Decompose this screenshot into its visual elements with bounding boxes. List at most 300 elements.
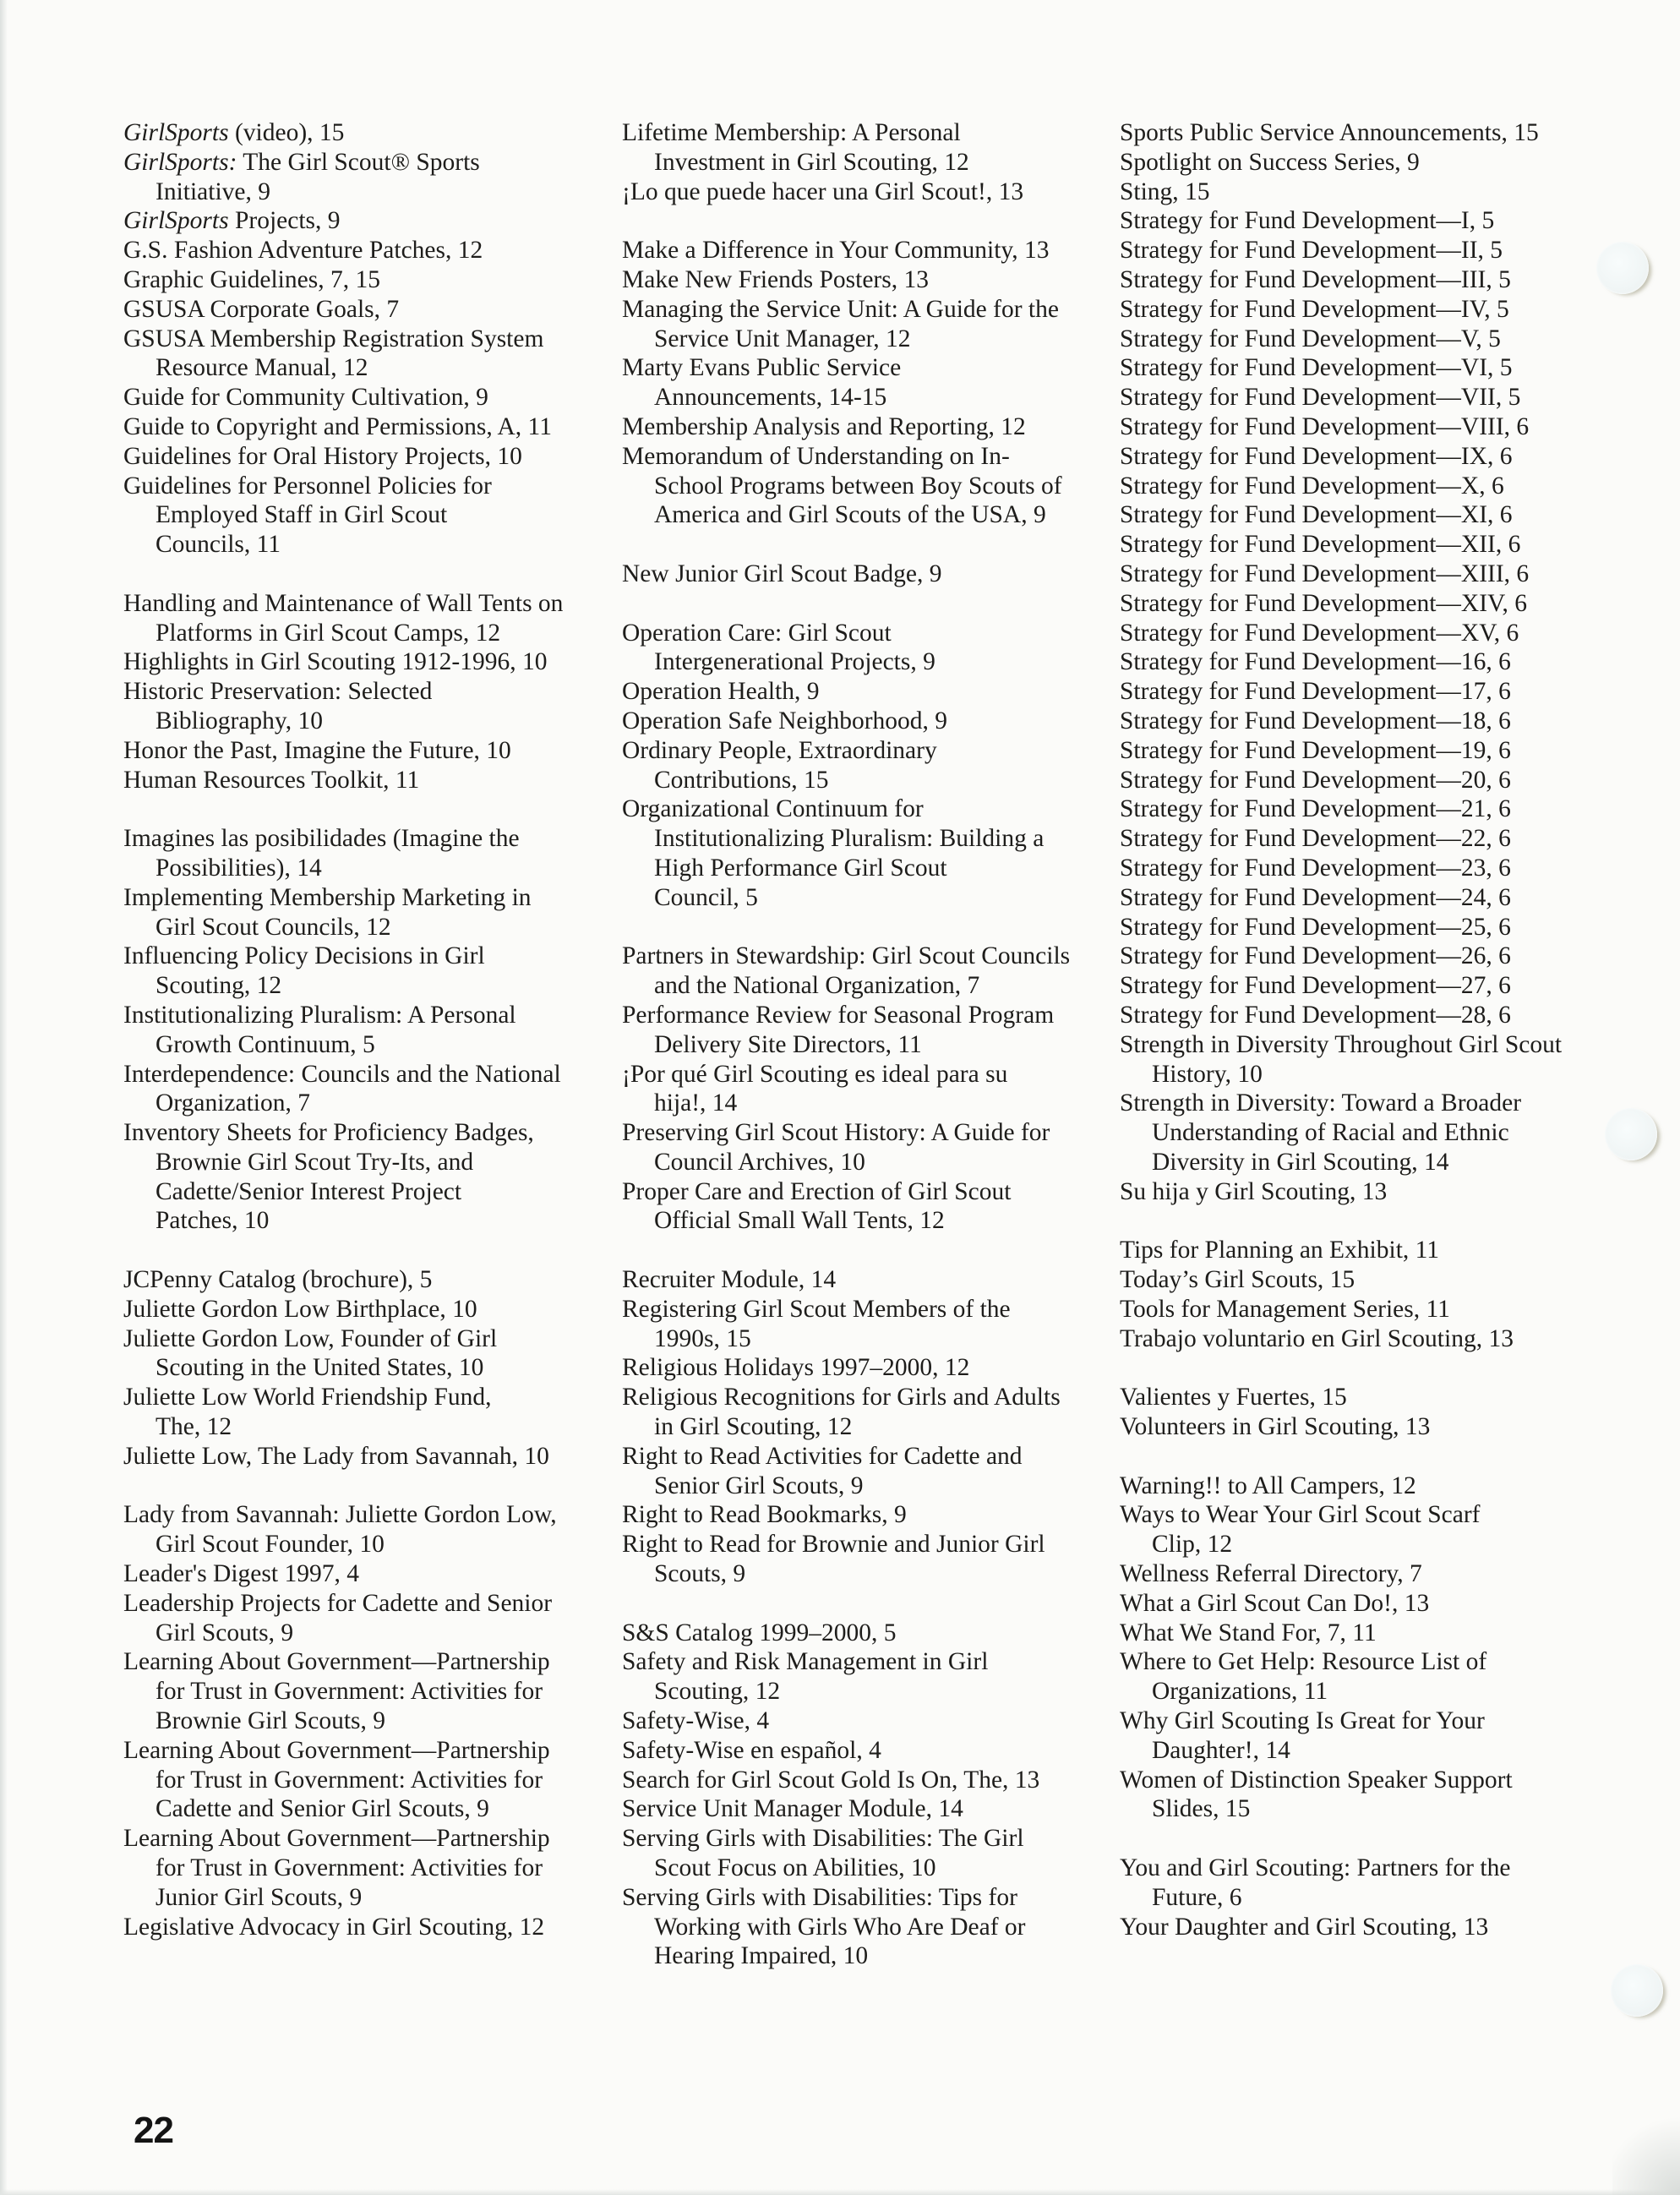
index-entry-text: Su hija y Girl Scouting, 13 — [1120, 1177, 1388, 1205]
index-entry-line-continuation — [123, 1677, 618, 1706]
index-entry — [622, 1794, 1116, 1824]
index-entry — [622, 736, 1116, 795]
index-entry-text: Strategy for Fund Development—VI, 5 — [1120, 354, 1513, 382]
index-entry-text: Registering Girl Scout Members of the — [622, 1295, 1011, 1323]
index-entry — [123, 766, 618, 795]
index-entry — [622, 1265, 1116, 1295]
index-entry-line-continuation — [622, 1559, 1116, 1589]
index-entry-line-continuation — [1120, 1883, 1614, 1913]
index-entry-line-continuation — [123, 1883, 618, 1913]
index-entry — [622, 118, 1116, 177]
index-entry-text: Possibilities), 14 — [155, 854, 322, 882]
index-entry — [1120, 500, 1614, 530]
index-entry-line — [622, 1001, 1116, 1030]
index-entry — [123, 1118, 618, 1236]
index-entry-text: Strategy for Fund Development—27, 6 — [1120, 972, 1511, 1000]
index-entry-line-continuation — [123, 500, 618, 530]
index-entry-text: Make New Friends Posters, 13 — [622, 265, 929, 293]
index-entry — [622, 942, 1116, 1001]
index-entry-line — [1120, 206, 1614, 236]
index-entry-text: Leader's Digest 1997, 4 — [123, 1560, 359, 1588]
index-entry-line — [622, 412, 1116, 442]
index-entry-text: Memorandum of Understanding on In- — [622, 442, 1010, 470]
index-entry-text: Tips for Planning an Exhibit, 11 — [1120, 1237, 1440, 1264]
index-entry-text: 1990s, 15 — [654, 1324, 751, 1352]
index-entry-line-continuation — [622, 1472, 1116, 1501]
scan-bottom-edge-shadow — [0, 2189, 1680, 2195]
index-entry — [1120, 589, 1614, 619]
index-entry-line — [622, 1736, 1116, 1766]
index-entry-text: Strategy for Fund Development—XV, 6 — [1120, 619, 1519, 647]
index-entry-line — [1120, 1177, 1614, 1207]
index-entry-line — [1120, 883, 1614, 913]
index-entry-text: for Trust in Government: Activities for — [155, 1766, 543, 1794]
index-entry-line-continuation — [622, 1324, 1116, 1354]
index-entry-text: Strategy for Fund Development—III, 5 — [1120, 265, 1511, 293]
index-entry-text: Investment in Girl Scouting, 12 — [654, 148, 969, 176]
index-entry-line — [1120, 1647, 1614, 1677]
index-entry-line — [1120, 1589, 1614, 1619]
index-entry — [123, 1265, 618, 1295]
index-entry-text: Strategy for Fund Development—18, 6 — [1120, 707, 1511, 734]
index-entry-line-continuation — [123, 1148, 618, 1177]
index-entry-text: Sting, 15 — [1120, 177, 1210, 205]
index-entry-line-continuation — [123, 1706, 618, 1736]
index-entry-text: Strategy for Fund Development—VII, 5 — [1120, 384, 1521, 412]
index-entry-line — [1120, 1500, 1614, 1530]
index-entry-line-continuation — [123, 1530, 618, 1559]
index-entry-text: Girl Scouts, 9 — [155, 1619, 294, 1646]
index-entry-text: Strategy for Fund Development—II, 5 — [1120, 237, 1503, 265]
index-entry-text: Organization, 7 — [155, 1089, 310, 1117]
index-entry-line — [1120, 1265, 1614, 1295]
index-entry-line — [123, 1265, 618, 1295]
index-entry — [622, 295, 1116, 354]
index-entry-line — [1120, 353, 1614, 383]
index-entry — [1120, 472, 1614, 501]
index-entry — [622, 1442, 1116, 1501]
index-entry-line — [622, 1265, 1116, 1295]
index-entry-text: Strategy for Fund Development—XI, 6 — [1120, 501, 1513, 529]
index-letter-group — [123, 824, 618, 1236]
index-entry-line-continuation — [123, 177, 618, 207]
index-entry — [622, 1001, 1116, 1060]
index-entry — [1120, 206, 1614, 236]
index-entry-text: Highlights in Girl Scouting 1912-1996, 10 — [123, 648, 548, 676]
index-entry — [123, 1647, 618, 1735]
index-entry-line-continuation — [123, 971, 618, 1001]
index-entry-text: Valientes y Fuertes, 15 — [1120, 1384, 1347, 1411]
index-entry-line-continuation — [622, 766, 1116, 795]
index-entry-line-continuation — [622, 500, 1116, 530]
index-entry — [1120, 442, 1614, 472]
index-entry-text: Strategy for Fund Development—XII, 6 — [1120, 531, 1521, 559]
index-entry-text: Lady from Savannah: Juliette Gordon Low, — [123, 1501, 557, 1529]
index-entry — [1120, 942, 1614, 971]
index-entry-text: Scouts, 9 — [654, 1560, 746, 1588]
index-entry-text: Strategy for Fund Development—17, 6 — [1120, 678, 1511, 706]
index-entry — [1120, 824, 1614, 854]
index-entry-text: Graphic Guidelines, 7, 15 — [123, 265, 380, 293]
index-entry — [123, 1001, 618, 1060]
index-entry-text: Brownie Girl Scouts, 9 — [155, 1707, 386, 1735]
index-entry-text: GSUSA Corporate Goals, 7 — [123, 295, 400, 323]
index-entry-line — [1120, 472, 1614, 501]
index-entry-text: for Trust in Government: Activities for — [155, 1854, 543, 1882]
index-entry — [622, 177, 1116, 207]
index-entry — [1120, 1854, 1614, 1913]
index-entry-line — [123, 1913, 618, 1942]
index-entry-line — [622, 295, 1116, 325]
index-entry — [123, 647, 618, 677]
index-entry-line — [622, 1500, 1116, 1530]
index-entry-text: Interdependence: Councils and the National — [123, 1060, 561, 1088]
index-column-2 — [622, 118, 1116, 1971]
index-entry-line — [622, 1177, 1116, 1207]
index-entry-text: Operation Care: Girl Scout — [622, 619, 892, 647]
index-entry-line — [123, 1736, 618, 1766]
index-entry-line — [622, 1883, 1116, 1913]
index-entry — [1120, 148, 1614, 177]
index-entry — [123, 442, 618, 472]
index-entry-text: Strategy for Fund Development—VIII, 6 — [1120, 412, 1530, 440]
index-entry-text: Implementing Membership Marketing in — [123, 883, 532, 911]
index-entry-text: Strategy for Fund Development—I, 5 — [1120, 207, 1495, 235]
index-entry-line — [1120, 500, 1614, 530]
index-entry-text: (video), 15 — [228, 119, 345, 146]
index-entry-text: Legislative Advocacy in Girl Scouting, 12 — [123, 1913, 545, 1941]
index-entry-line — [1120, 766, 1614, 795]
index-entry-text: Council, 5 — [654, 883, 758, 911]
index-entry-line — [622, 353, 1116, 383]
index-entry-line-continuation — [123, 1794, 618, 1824]
index-entry-text: Managing the Service Unit: A Guide for the — [622, 295, 1059, 323]
index-entry-line — [123, 1559, 618, 1589]
index-entry-line — [1120, 412, 1614, 442]
index-entry-line — [622, 1383, 1116, 1412]
index-entry-line — [1120, 1766, 1614, 1795]
index-entry-text: High Performance Girl Scout — [654, 854, 947, 882]
index-entry-line — [123, 766, 618, 795]
index-entry-line — [622, 1766, 1116, 1795]
index-entry — [123, 677, 618, 736]
index-entry-line — [123, 677, 618, 707]
index-letter-group — [622, 236, 1116, 530]
index-entry — [622, 1353, 1116, 1383]
index-entry-text: Strategy for Fund Development—X, 6 — [1120, 472, 1504, 500]
index-entry — [123, 295, 618, 325]
index-entry-title-italic: GirlSports: — [123, 148, 237, 176]
index-letter-group — [622, 619, 1116, 913]
index-entry — [1120, 1589, 1614, 1619]
index-entry-text: Employed Staff in Girl Scout — [155, 501, 448, 529]
index-entry-line-continuation — [622, 1030, 1116, 1060]
index-entry-text: Brownie Girl Scout Try-Its, and — [155, 1148, 474, 1176]
index-entry-line-continuation — [622, 1941, 1116, 1971]
index-entry-text: Handling and Maintenance of Wall Tents on — [123, 589, 564, 617]
index-entry-text: Cadette and Senior Girl Scouts, 9 — [155, 1795, 489, 1823]
index-entry — [1120, 619, 1614, 648]
index-entry-text: Juliette Gordon Low, Founder of Girl — [123, 1324, 498, 1352]
index-entry-line — [123, 148, 618, 177]
index-entry-line — [123, 1824, 618, 1854]
index-entry — [1120, 1706, 1614, 1766]
index-entry-line — [123, 1001, 618, 1030]
index-letter-group — [622, 118, 1116, 206]
index-entry — [1120, 295, 1614, 325]
index-entry-line — [1120, 177, 1614, 207]
index-entry-line — [123, 442, 618, 472]
index-entry-text: Service Unit Manager Module, 14 — [622, 1795, 963, 1823]
index-entry-text: Proper Care and Erection of Girl Scout — [622, 1177, 1012, 1205]
page-number: 22 — [134, 2110, 173, 2151]
index-entry — [1120, 1412, 1614, 1442]
binder-hole-punch — [1605, 1108, 1657, 1160]
index-entry-line-continuation — [622, 1412, 1116, 1442]
index-entry — [123, 1736, 618, 1824]
index-entry-text: Councils, 11 — [155, 531, 281, 559]
index-entry — [123, 1589, 618, 1648]
index-entry — [123, 1913, 618, 1942]
index-letter-group — [1120, 118, 1614, 1206]
index-entry-line — [1120, 1236, 1614, 1265]
index-entry-line — [1120, 442, 1614, 472]
index-entry — [622, 1883, 1116, 1971]
index-entry-text: Leadership Projects for Cadette and Senior — [123, 1589, 553, 1617]
index-entry-line — [622, 1295, 1116, 1324]
index-entry-line-continuation — [123, 854, 618, 883]
index-entry — [1120, 794, 1614, 824]
index-entry-line — [123, 883, 618, 913]
index-entry-line — [1120, 1089, 1614, 1118]
index-entry-text: Religious Recognitions for Girls and Adults — [622, 1384, 1061, 1411]
index-entry-line — [123, 206, 618, 236]
index-entry-text: Where to Get Help: Resource List of — [1120, 1648, 1487, 1676]
index-entry — [123, 1324, 618, 1384]
index-entry-title-italic: GirlSports — [123, 119, 229, 146]
index-entry — [1120, 1236, 1614, 1265]
index-entry-text: Safety and Risk Management in Girl — [622, 1648, 989, 1676]
index-entry-line — [123, 824, 618, 854]
index-entry-text: Strategy for Fund Development—21, 6 — [1120, 795, 1511, 823]
index-entry — [622, 707, 1116, 736]
index-entry-line — [1120, 589, 1614, 619]
index-entry-text: Safety-Wise, 4 — [622, 1707, 770, 1735]
index-entry-line-continuation — [1120, 1148, 1614, 1177]
index-entry-line — [1120, 560, 1614, 589]
index-entry-text: Partners in Stewardship: Girl Scout Councils — [622, 942, 1071, 970]
index-entry-line — [123, 1295, 618, 1324]
index-entry-line — [1120, 383, 1614, 412]
index-entry — [123, 1295, 618, 1324]
index-entry — [123, 1060, 618, 1119]
index-entry-line-continuation — [1120, 1060, 1614, 1089]
index-entry-line — [123, 647, 618, 677]
index-entry-text: America and Girl Scouts of the USA, 9 — [654, 501, 1046, 529]
index-entry-line — [622, 118, 1116, 148]
index-entry-line-continuation — [622, 1148, 1116, 1177]
index-entry-line — [622, 1794, 1116, 1824]
index-entry-line-continuation — [622, 325, 1116, 354]
index-entry — [622, 236, 1116, 265]
index-entry-line — [1120, 1472, 1614, 1501]
index-entry-text: Institutionalizing Pluralism: Building a — [654, 825, 1045, 853]
index-entry — [123, 1500, 618, 1559]
index-entry — [123, 883, 618, 942]
index-entry-text: Preserving Girl Scout History: A Guide for — [622, 1119, 1050, 1147]
index-entry-text: Recruiter Module, 14 — [622, 1266, 837, 1294]
index-entry — [622, 560, 1116, 589]
index-entry-text: Warning!! to All Campers, 12 — [1120, 1472, 1416, 1499]
index-entry-text: Strategy for Fund Development—26, 6 — [1120, 942, 1511, 970]
index-entry-line-continuation — [622, 854, 1116, 883]
index-entry — [1120, 1913, 1614, 1942]
index-entry-text: Strategy for Fund Development—24, 6 — [1120, 883, 1511, 911]
binder-hole-punch — [1611, 1964, 1663, 2017]
index-entry-line-continuation — [622, 1677, 1116, 1706]
index-entry-text: Safety-Wise en español, 4 — [622, 1736, 881, 1764]
index-entry — [123, 736, 618, 766]
index-entry-line-continuation — [123, 619, 618, 648]
index-entry-line — [123, 118, 618, 148]
index-entry — [622, 1530, 1116, 1589]
index-entry-text: Operation Health, 9 — [622, 678, 820, 706]
index-entry-text: Strategy for Fund Development—23, 6 — [1120, 854, 1511, 882]
index-entry-text: Search for Girl Scout Gold Is On, The, 13 — [622, 1766, 1040, 1794]
index-entry-line-continuation — [123, 1619, 618, 1648]
index-entry-text: Hearing Impaired, 10 — [654, 1942, 869, 1970]
index-entry-line — [622, 677, 1116, 707]
index-entry-text: Strategy for Fund Development—28, 6 — [1120, 1001, 1511, 1029]
index-entry — [1120, 1559, 1614, 1589]
index-entry-line-continuation — [123, 1766, 618, 1795]
index-entry-line — [622, 1824, 1116, 1854]
index-entry — [622, 1177, 1116, 1237]
index-entry-text: Scouting, 12 — [654, 1678, 781, 1706]
index-entry — [1120, 1383, 1614, 1412]
index-entry — [123, 325, 618, 384]
index-entry-text: Human Resources Toolkit, 11 — [123, 766, 420, 794]
index-entry-text: Scouting, 12 — [155, 972, 282, 1000]
index-entry-text: Membership Analysis and Reporting, 12 — [622, 412, 1026, 440]
index-entry — [123, 1824, 618, 1912]
index-entry-line — [1120, 325, 1614, 354]
index-entry-line — [622, 1353, 1116, 1383]
index-entry — [1120, 1766, 1614, 1825]
index-entry — [1120, 118, 1614, 148]
index-entry-text: S&S Catalog 1999–2000, 5 — [622, 1619, 897, 1646]
index-entry-text: Today’s Girl Scouts, 15 — [1120, 1266, 1355, 1294]
index-entry-text: Learning About Government—Partnership — [123, 1736, 550, 1764]
index-entry-line — [123, 589, 618, 619]
index-entry-text: Religious Holidays 1997–2000, 12 — [622, 1354, 970, 1382]
index-entry-line — [123, 236, 618, 265]
index-entry-line — [123, 736, 618, 766]
index-entry — [1120, 1030, 1614, 1089]
index-entry-line — [1120, 794, 1614, 824]
index-entry — [123, 942, 618, 1001]
index-entry-text: Clip, 12 — [1152, 1531, 1233, 1559]
index-entry-text: Marty Evans Public Service — [622, 354, 902, 382]
index-entry-line — [622, 1619, 1116, 1648]
index-entry — [1120, 736, 1614, 766]
index-entry — [1120, 647, 1614, 677]
index-letter-group — [1120, 1236, 1614, 1353]
index-letter-group — [622, 1619, 1116, 1972]
index-entry-line-continuation — [1120, 1736, 1614, 1766]
index-entry-line-continuation — [123, 1030, 618, 1060]
index-entry-text: School Programs between Boy Scouts of — [654, 472, 1062, 500]
index-entry — [622, 794, 1116, 912]
index-entry — [1120, 353, 1614, 383]
index-entry — [622, 619, 1116, 678]
index-entry-text: Strength in Diversity Throughout Girl Scout — [1120, 1030, 1563, 1058]
index-letter-group — [622, 1265, 1116, 1589]
index-entry-text: What a Girl Scout Can Do!, 13 — [1120, 1589, 1430, 1617]
index-entry-text: Juliette Low World Friendship Fund, — [123, 1384, 492, 1411]
index-entry-line — [123, 1060, 618, 1089]
index-entry-text: New Junior Girl Scout Badge, 9 — [622, 560, 942, 587]
index-entry-text: Serving Girls with Disabilities: The Girl — [622, 1825, 1024, 1853]
index-entry-line — [622, 560, 1116, 589]
index-entry-line — [1120, 677, 1614, 707]
index-entry — [622, 353, 1116, 412]
index-entry — [622, 265, 1116, 295]
index-entry-line — [622, 265, 1116, 295]
index-entry-text: Strategy for Fund Development—20, 6 — [1120, 766, 1511, 794]
index-entry-line — [1120, 647, 1614, 677]
index-entry-text: Juliette Low, The Lady from Savannah, 10 — [123, 1442, 549, 1470]
index-entry — [1120, 325, 1614, 354]
index-entry-text: Diversity in Girl Scouting, 14 — [1152, 1148, 1449, 1176]
index-entry-text: Service Unit Manager, 12 — [654, 325, 911, 352]
index-entry-text: ¡Por qué Girl Scouting es ideal para su — [622, 1060, 1008, 1088]
index-entry-text: in Girl Scouting, 12 — [654, 1413, 853, 1441]
index-entry-line-continuation — [123, 1353, 618, 1383]
index-entry-text: Delivery Site Directors, 11 — [654, 1030, 922, 1058]
index-entry-text: Right to Read Bookmarks, 9 — [622, 1501, 907, 1529]
index-entry — [622, 1619, 1116, 1648]
index-entry — [123, 206, 618, 236]
index-entry-line-continuation — [1120, 1794, 1614, 1824]
index-entry-text: Women of Distinction Speaker Support — [1120, 1766, 1513, 1794]
index-entry-text: Girl Scout Councils, 12 — [155, 913, 391, 941]
index-entry-line — [1120, 1295, 1614, 1324]
index-letter-group — [1120, 1854, 1614, 1941]
index-entry-line — [123, 1383, 618, 1412]
index-entry-text: and the National Organization, 7 — [654, 972, 980, 1000]
index-entry-text: Organizations, 11 — [1152, 1678, 1328, 1706]
index-entry-text: Future, 6 — [1152, 1883, 1242, 1911]
index-entry-text: Influencing Policy Decisions in Girl — [123, 942, 485, 970]
index-letter-group — [123, 118, 618, 560]
index-entry-text: Slides, 15 — [1152, 1795, 1251, 1823]
scan-left-edge-shadow — [0, 0, 8, 2195]
index-entry-line-continuation — [622, 971, 1116, 1001]
index-entry-line — [123, 1500, 618, 1530]
index-entry-text: Right to Read Activities for Cadette and — [622, 1442, 1023, 1470]
index-entry-line — [622, 736, 1116, 766]
index-entry-line — [622, 707, 1116, 736]
index-entry-text: Operation Safe Neighborhood, 9 — [622, 707, 948, 734]
index-column-1 — [123, 118, 618, 1941]
index-entry-text: Honor the Past, Imagine the Future, 10 — [123, 736, 511, 764]
index-entry-line — [1120, 1619, 1614, 1648]
index-entry-text: Historic Preservation: Selected — [123, 678, 433, 706]
index-entry-text: The Girl Scout® Sports — [237, 148, 480, 176]
index-entry-line — [1120, 1001, 1614, 1030]
index-entry-text: Ordinary People, Extraordinary — [622, 736, 937, 764]
